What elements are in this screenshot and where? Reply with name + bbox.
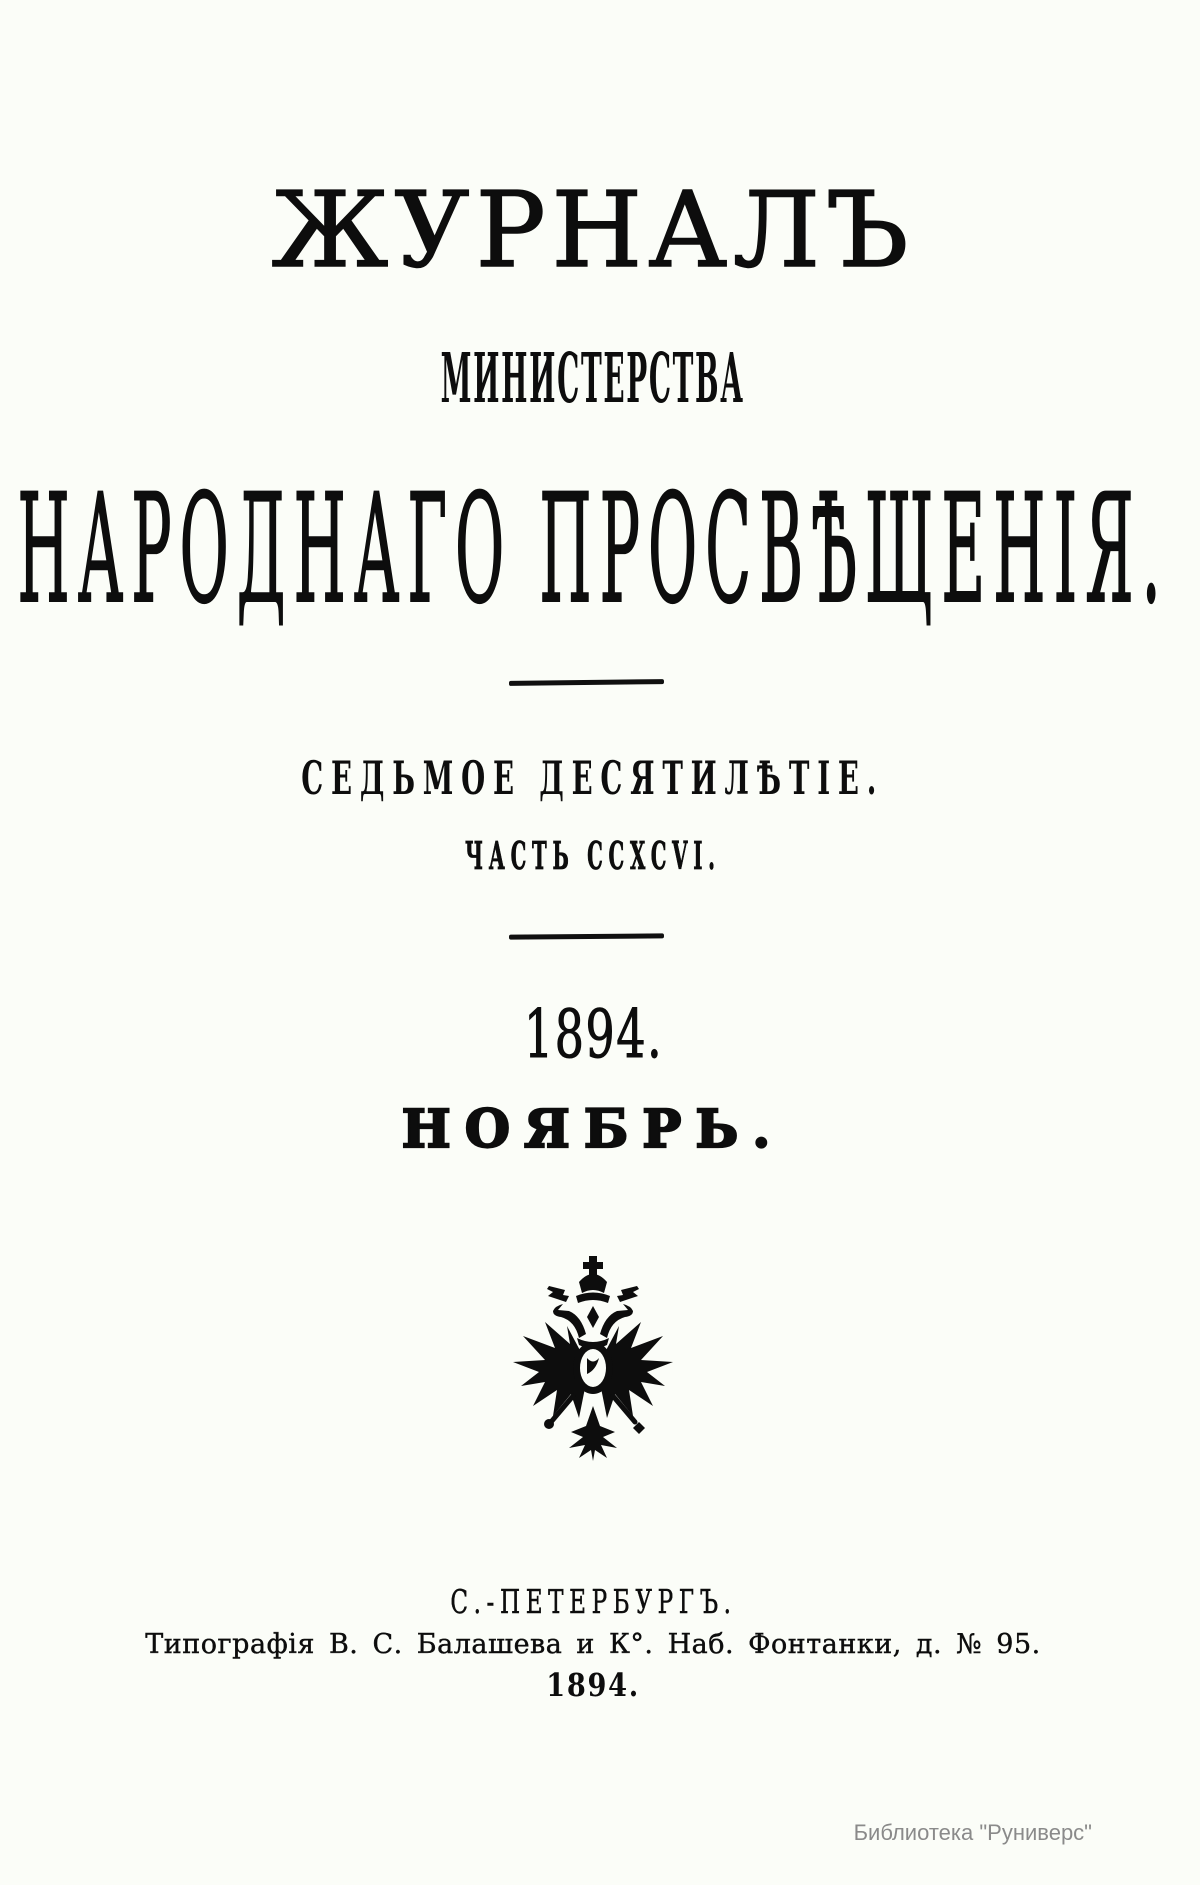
journal-title-row [0, 169, 1193, 291]
issue-year: 1894. [523, 996, 663, 1073]
imprint-city: С.-ПЕТЕРБУРГЪ. [449, 1582, 737, 1621]
issue-month-row [0, 1099, 1193, 1160]
issue-month: НОЯБРЬ. [401, 1099, 785, 1160]
journal-title: ЖУРНАЛЪ [271, 169, 915, 291]
imprint-publisher-line: Типографія В. С. Балашева и К°. Наб. Фонтанки, д. № 95. [145, 1629, 1041, 1660]
decade-row [0, 751, 1193, 805]
ministry-line: МИНИСТЕРСТВА [441, 339, 745, 419]
imprint-city-row [0, 1582, 1193, 1621]
issue-year-row [0, 996, 1193, 1073]
decade-line: СЕДЬМОЕ ДЕСЯТИЛѢТІЕ. [301, 751, 885, 805]
part-number-line: ЧАСТЬ CCXCVI. [465, 833, 721, 878]
divider-rule-top [509, 679, 664, 686]
main-title: НАРОДНАГО ПРОСВѢЩЕНІЯ. [17, 463, 1169, 637]
imprint-year-row [0, 1666, 1193, 1704]
main-title-row [0, 463, 1193, 637]
imperial-eagle-emblem [0, 1256, 1193, 1461]
runivers-watermark: Библиотека "Руниверс" [853, 1820, 1092, 1845]
double-headed-eagle-icon [503, 1256, 683, 1461]
ministry-row [0, 339, 1193, 419]
imprint-year: 1894. [546, 1666, 640, 1704]
part-row [0, 833, 1193, 878]
divider-rule-middle [509, 933, 664, 939]
imprint-publisher-row [0, 1631, 1193, 1658]
